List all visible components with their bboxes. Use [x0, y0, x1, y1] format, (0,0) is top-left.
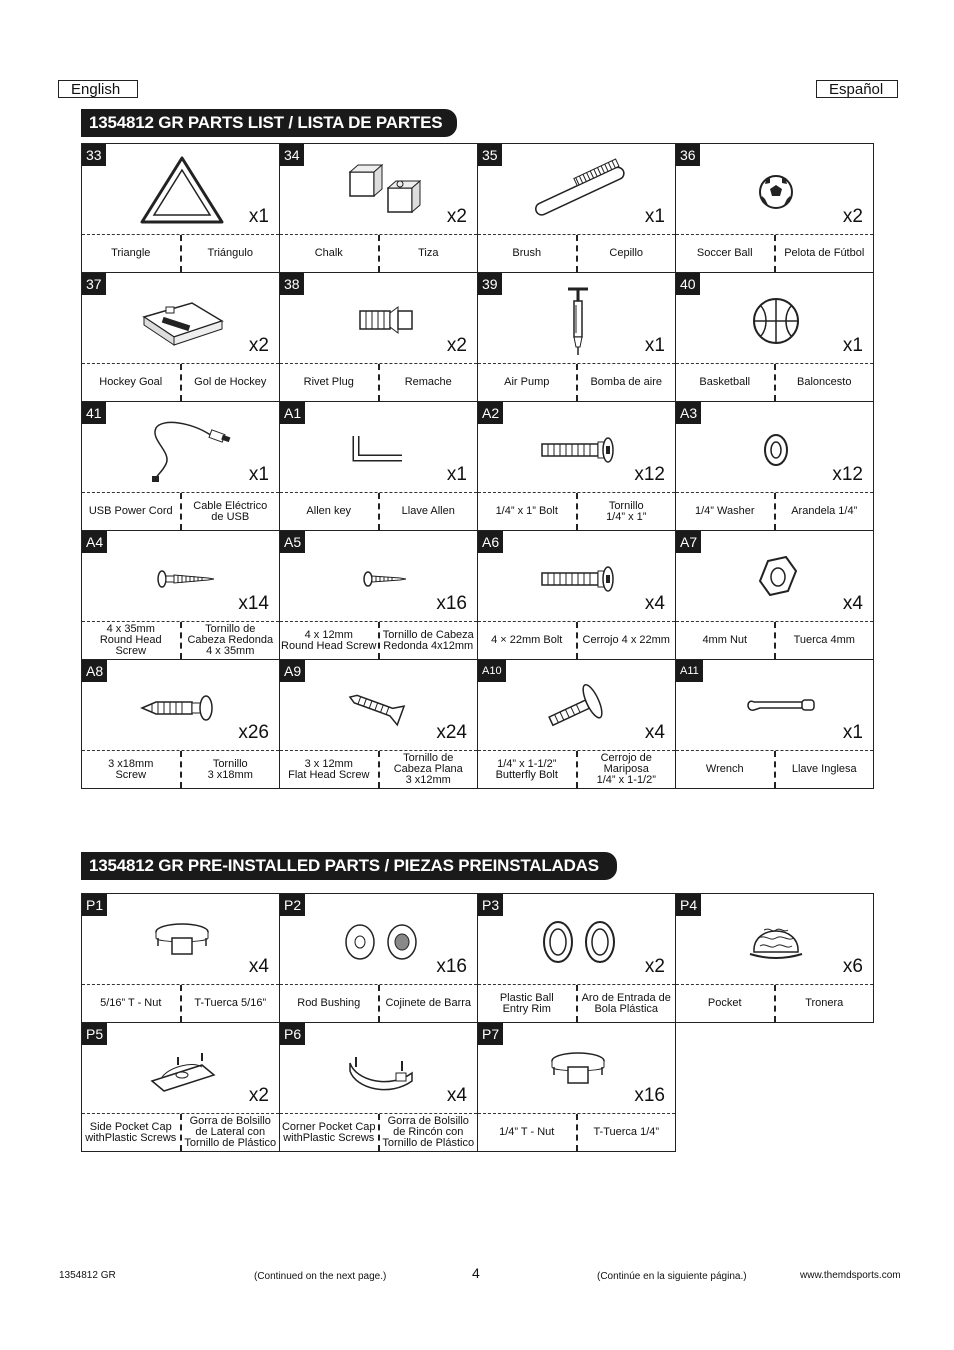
part-cell: [280, 1023, 478, 1152]
part-name-english: Air Pump: [478, 364, 578, 401]
part-labels: [478, 750, 675, 788]
part-name-spanish: Pelota de Fútbol: [784, 247, 865, 259]
parts-grid: [81, 143, 874, 789]
part-labels: [280, 984, 477, 1022]
part-name-spanish: Tuerca 4mm: [793, 634, 855, 646]
part-number: A9: [280, 660, 305, 682]
part-labels: [82, 621, 279, 659]
part-number: 36: [676, 144, 700, 166]
part-name-spanish: Cepillo: [609, 247, 644, 259]
part-cell: [676, 144, 874, 273]
rivet-plug-icon: [320, 281, 440, 357]
part-name-spanish: Gorra de Bolsillo de Rincón con Tornillo de Plástico: [382, 1115, 475, 1149]
part-labels: [280, 234, 477, 272]
part-quantity: x4: [644, 722, 665, 743]
part-name-spanish: Tornillo de Cabeza Redonda 4 x 35mm: [187, 623, 274, 657]
part-number: 39: [478, 273, 502, 295]
part-quantity: x26: [238, 722, 269, 743]
part-labels: [478, 984, 675, 1022]
part-cell: [280, 660, 478, 789]
part-cell: [676, 894, 874, 1023]
footer-url: www.themdsports.com: [800, 1270, 901, 1281]
part-name-spanish: Tiza: [418, 247, 439, 259]
hex-nut-icon: [716, 539, 836, 615]
part-quantity: x2: [842, 206, 863, 227]
part-name-spanish: Arandela 1/4”: [791, 505, 858, 517]
part-number: A7: [676, 531, 701, 553]
part-name-spanish: Remache: [404, 376, 452, 388]
part-labels: [280, 492, 477, 530]
part-labels: [280, 621, 477, 659]
part-name-spanish: Cerrojo de Mariposa 1/4” x 1-1/2”: [596, 752, 656, 786]
part-name-english: Triangle: [82, 235, 182, 272]
part-number: 37: [82, 273, 106, 295]
part-number: 41: [82, 402, 106, 424]
footer-continued-es: (Continúe en la siguiente página.): [597, 1271, 747, 1282]
part-name-spanish: Cerrojo 4 x 22mm: [582, 634, 670, 646]
part-cell: [478, 144, 676, 273]
part-name-english: 1/4” T - Nut: [478, 1114, 578, 1151]
part-cell: [280, 144, 478, 273]
part-name-english: Side Pocket Cap withPlastic Screws: [82, 1114, 182, 1151]
part-name-english: 1/4” x 1-1/2” Butterfly Bolt: [478, 751, 578, 788]
rod-bushing-icon: [320, 902, 440, 978]
part-name-spanish: Gol de Hockey: [194, 376, 267, 388]
triangle-icon: [122, 152, 242, 228]
part-quantity: x16: [436, 593, 467, 614]
air-pump-icon: [518, 281, 638, 357]
part-name-spanish: Cable Eléctrico de USB: [193, 499, 268, 523]
entry-rim-icon: [518, 902, 638, 978]
part-cell: [280, 273, 478, 402]
part-name-english: USB Power Cord: [82, 493, 182, 530]
flat-head-screw-icon: [320, 668, 440, 744]
part-cell: [478, 531, 676, 660]
part-name-english: Corner Pocket Cap withPlastic Screws: [280, 1114, 380, 1151]
preinstalled-grid: [81, 893, 874, 1152]
part-name-english: Allen key: [280, 493, 380, 530]
part-labels: [280, 1113, 477, 1151]
part-cell: [82, 531, 280, 660]
soccer-ball-icon: [716, 152, 836, 228]
brush-icon: [518, 152, 638, 228]
part-cell: [82, 144, 280, 273]
part-name-english: 3 x 12mm Flat Head Screw: [280, 751, 380, 788]
part-number: A5: [280, 531, 305, 553]
part-name-spanish: Baloncesto: [797, 376, 852, 388]
butterfly-bolt-icon: [518, 668, 638, 744]
part-number: 33: [82, 144, 106, 166]
part-number: A8: [82, 660, 107, 682]
part-quantity: x12: [832, 464, 863, 485]
part-quantity: x1: [248, 206, 269, 227]
part-name-spanish: Tornillo 1/4” x 1”: [606, 499, 647, 523]
part-number: A1: [280, 402, 305, 424]
part-number: A10: [478, 660, 506, 682]
part-quantity: x4: [644, 593, 665, 614]
part-name-english: 4 x 12mm Round Head Screw: [280, 622, 380, 659]
part-quantity: x2: [446, 335, 467, 356]
part-labels: [280, 750, 477, 788]
part-labels: [676, 234, 873, 272]
washer-icon: [716, 410, 836, 486]
part-quantity: x24: [436, 722, 467, 743]
part-cell: [82, 402, 280, 531]
part-name-english: Brush: [478, 235, 578, 272]
parts-list-title: 1354812 GR PARTS LIST / LISTA DE PARTES: [81, 109, 457, 137]
part-name-english: 4 x 35mm Round Head Screw: [82, 622, 182, 659]
part-number: P6: [280, 1023, 305, 1045]
part-number: A4: [82, 531, 107, 553]
part-cell: [676, 531, 874, 660]
part-quantity: x1: [842, 335, 863, 356]
part-name-spanish: Gorra de Bolsillo de Lateral con Tornillo de Plástico: [184, 1115, 277, 1149]
part-quantity: x4: [248, 956, 269, 977]
part-number: P1: [82, 894, 107, 916]
part-quantity: x1: [446, 464, 467, 485]
part-cell: [82, 660, 280, 789]
part-quantity: x1: [644, 335, 665, 356]
part-cell: [478, 402, 676, 531]
part-number: 38: [280, 273, 304, 295]
corner-pocket-cap-icon: [320, 1031, 440, 1107]
part-number: A3: [676, 402, 701, 424]
part-labels: [676, 750, 873, 788]
part-name-spanish: T-Tuerca 1/4”: [593, 1126, 660, 1138]
part-quantity: x1: [842, 722, 863, 743]
part-number: P3: [478, 894, 503, 916]
part-labels: [478, 234, 675, 272]
screw-icon: [122, 539, 242, 615]
part-name-spanish: Cojinete de Barra: [385, 997, 472, 1009]
part-name-spanish: Triángulo: [207, 247, 253, 259]
part-number: 35: [478, 144, 502, 166]
english-label: English: [58, 80, 138, 98]
footer-continued-en: (Continued on the next page.): [254, 1271, 387, 1282]
part-labels: [676, 363, 873, 401]
part-cell: [478, 1023, 676, 1152]
usb-cord-icon: [122, 410, 242, 486]
part-labels: [82, 750, 279, 788]
side-pocket-cap-icon: [122, 1031, 242, 1107]
part-name-english: Basketball: [676, 364, 776, 401]
part-name-spanish: Bomba de aire: [590, 376, 663, 388]
part-number: A6: [478, 531, 503, 553]
part-name-english: Hockey Goal: [82, 364, 182, 401]
part-quantity: x4: [446, 1085, 467, 1106]
part-cell: [478, 273, 676, 402]
part-cell: [82, 1023, 280, 1152]
footer-model-code: 1354812 GR: [59, 1270, 116, 1281]
part-quantity: x1: [248, 464, 269, 485]
part-labels: [82, 363, 279, 401]
part-quantity: x14: [238, 593, 269, 614]
part-cell: [676, 660, 874, 789]
part-labels: [82, 1113, 279, 1151]
spanish-label: Español: [816, 80, 898, 98]
part-name-english: Wrench: [676, 751, 776, 788]
part-cell: [676, 273, 874, 402]
part-labels: [478, 621, 675, 659]
chalk-icon: [320, 152, 440, 228]
part-name-english: 1/4” Washer: [676, 493, 776, 530]
preinstalled-title: 1354812 GR PRE-INSTALLED PARTS / PIEZAS PREINSTALADAS: [81, 852, 617, 880]
page-number: 4: [472, 1265, 480, 1281]
part-name-spanish: T-Tuerca 5/16”: [194, 997, 267, 1009]
part-cell: [280, 531, 478, 660]
part-number: P4: [676, 894, 701, 916]
part-quantity: x16: [436, 956, 467, 977]
wrench-icon: [716, 668, 836, 744]
part-labels: [280, 363, 477, 401]
basketball-icon: [716, 281, 836, 357]
part-name-english: Pocket: [676, 985, 776, 1022]
part-name-english: Plastic Ball Entry Rim: [478, 985, 578, 1022]
part-name-spanish: Llave Allen: [401, 505, 455, 517]
wood-screw-icon: [122, 668, 242, 744]
part-quantity: x1: [644, 206, 665, 227]
part-name-spanish: Tornillo de Cabeza Plana 3 x12mm: [393, 752, 463, 786]
part-quantity: x2: [446, 206, 467, 227]
part-number: P7: [478, 1023, 503, 1045]
part-cell: [280, 894, 478, 1023]
part-labels: [676, 621, 873, 659]
hockey-goal-icon: [122, 281, 242, 357]
part-quantity: x4: [842, 593, 863, 614]
t-nut-icon: [122, 902, 242, 978]
part-quantity: x16: [634, 1085, 665, 1106]
part-name-spanish: Tornillo 3 x18mm: [207, 757, 253, 781]
pocket-icon: [716, 902, 836, 978]
part-cell: [676, 402, 874, 531]
part-number: P5: [82, 1023, 107, 1045]
part-name-english: 4mm Nut: [676, 622, 776, 659]
part-name-spanish: Tornillo de Cabeza Redonda 4x12mm: [382, 628, 474, 652]
part-name-spanish: Llave Inglesa: [791, 763, 857, 775]
t-nut-icon: [518, 1031, 638, 1107]
part-cell: [82, 273, 280, 402]
part-quantity: x2: [248, 335, 269, 356]
part-cell: [82, 894, 280, 1023]
part-labels: [478, 1113, 675, 1151]
part-number: A11: [676, 660, 703, 682]
part-name-english: 3 x18mm Screw: [82, 751, 182, 788]
part-name-english: Soccer Ball: [676, 235, 776, 272]
part-name-english: 1/4” x 1” Bolt: [478, 493, 578, 530]
part-quantity: x6: [842, 956, 863, 977]
part-quantity: x2: [644, 956, 665, 977]
part-cell: [478, 660, 676, 789]
bolt-icon: [518, 410, 638, 486]
part-quantity: x12: [634, 464, 665, 485]
part-cell: [280, 402, 478, 531]
part-labels: [676, 492, 873, 530]
part-number: 34: [280, 144, 304, 166]
part-number: 40: [676, 273, 700, 295]
part-labels: [82, 234, 279, 272]
part-name-english: Rivet Plug: [280, 364, 380, 401]
part-labels: [478, 492, 675, 530]
empty-cell: [676, 1023, 874, 1152]
allen-key-icon: [320, 410, 440, 486]
part-name-english: 4 × 22mm Bolt: [478, 622, 578, 659]
part-name-spanish: Aro de Entrada de Bola Plástica: [581, 991, 671, 1015]
part-name-english: Chalk: [280, 235, 380, 272]
part-cell: [478, 894, 676, 1023]
part-labels: [82, 492, 279, 530]
bolt-icon: [518, 539, 638, 615]
part-name-english: Rod Bushing: [280, 985, 380, 1022]
part-number: A2: [478, 402, 503, 424]
part-labels: [82, 984, 279, 1022]
part-labels: [676, 984, 873, 1022]
part-number: P2: [280, 894, 305, 916]
short-screw-icon: [320, 539, 440, 615]
part-quantity: x2: [248, 1085, 269, 1106]
part-name-english: 5/16” T - Nut: [82, 985, 182, 1022]
part-name-spanish: Tronera: [805, 997, 844, 1009]
part-labels: [478, 363, 675, 401]
